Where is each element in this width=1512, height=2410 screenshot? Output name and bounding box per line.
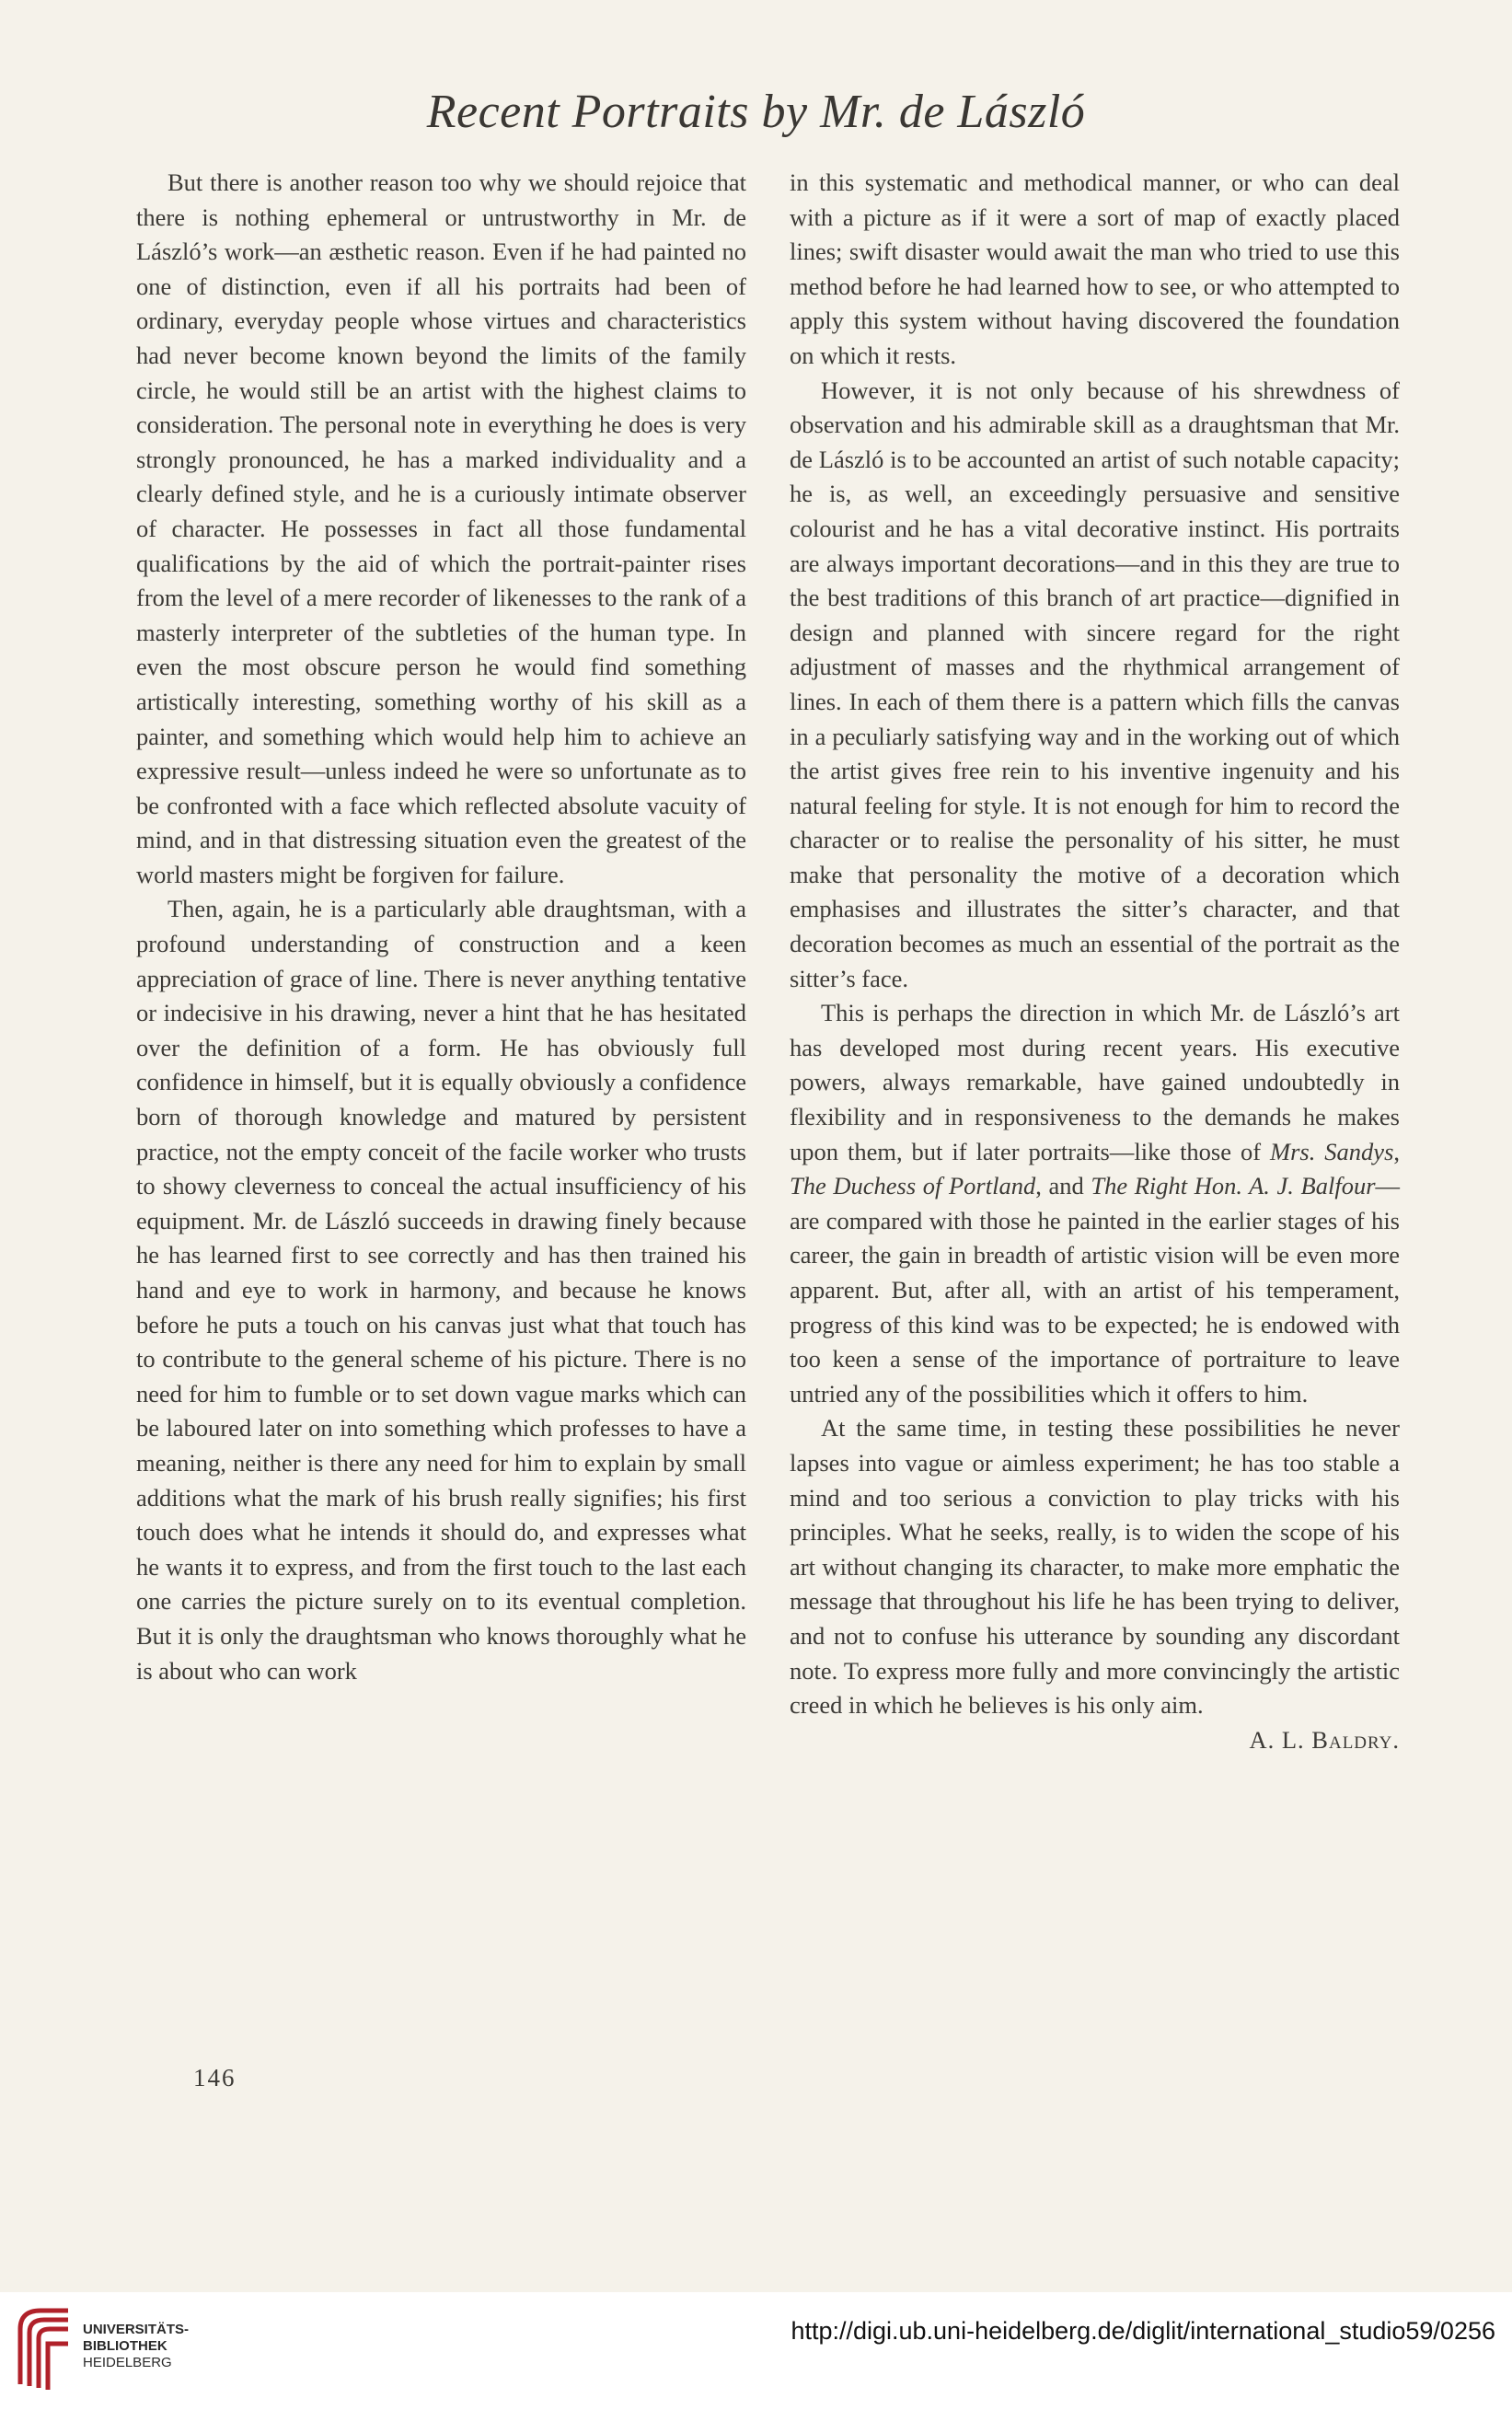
institution-line: UNIVERSITÄTS-: [83, 2322, 190, 2337]
institution-name: [83, 2322, 189, 2371]
source-url-link[interactable]: http://digi.ub.uni-heidelberg.de/diglit/international_studio59/0256: [791, 2317, 1495, 2345]
portrait-title: The Right Hon. A. J. Balfour: [1091, 1172, 1376, 1200]
left-column: [136, 166, 746, 1688]
paragraph-continuation: in this systematic and methodical manner, or who can deal with a picture as if it were a sort of map of exactly placed lines; swift disaster would await the man who tried to use this method before he had learned how to see, or who attempted to apply this system without having discovered the foundation on which it rests.: [790, 168, 1400, 369]
text-run: ,: [1393, 1137, 1401, 1165]
page-number: 146: [193, 2064, 237, 2091]
digitization-footer: [0, 2292, 1512, 2410]
text-run: , and: [1035, 1172, 1091, 1200]
paragraph: [790, 996, 1400, 1411]
running-title: Recent Portraits by Mr. de László: [426, 86, 1086, 138]
text-run: —are compared with those he painted in the earlier stages of his career, the gain in breadth of artistic vision will be even more apparent. But, after all, with an artist of his temperament, progress of this kind was to be expected; he is endowed with too keen a sense of the importance of portraiture to leave untried any of the possibilities which it offers to him.: [790, 1172, 1401, 1408]
institution-line: BIBLIOTHEK: [83, 2338, 167, 2354]
right-column: [790, 166, 1400, 1757]
paragraph: [790, 1411, 1400, 1757]
portrait-title: Mrs. Sandys: [1270, 1137, 1394, 1165]
paragraph: However, it is not only because of his shrewdness of observation and his admirable skill as a draughtsman that Mr. de László is to be accounted an artist of such notable capacity; he is, as well, an exceedingly persuasive and sensitive colourist and he has a vital decorative instinct. His portraits are always important decorations—and in this they are true to the best traditions of this branch of art practice—dignified in design and planned with sincere regard for the right adjustment of masses and the rhythmical arrangement of lines. In each of them there is a pattern which fills the canvas in a peculiarly satisfying way and in the working out of which the artist gives free rein to his inventive ingenuity and his natural feeling for style. It is not enough for him to record the character or to realise the personality of his sitter, he must make that personality the motive of a decoration which emphasises and illustrates the sitter’s character, and that decoration becomes as much an essential of the portrait as the sitter’s face.: [790, 376, 1400, 992]
author-signature: A. L. Baldry.: [1249, 1725, 1400, 1754]
paragraph: But there is another reason too why we should rejoice that there is nothing ephemeral or untrustworthy in Mr. de László’s work—an æsthetic reason. Even if he had painted no one of distinction, even if all his portraits had been of ordinary, everyday people whose virtues and characteristics had never become known beyond the limits of the family circle, he would still be an artist with the highest claims to consideration. The personal note in everything he does is very strongly pronounced, he has a marked individuality and a clearly defined style, and he is a curiously intimate observer of character. He possesses in fact all those fundamental qualifications by the aid of which the portrait-painter rises from the level of a mere recorder of likenesses to the rank of a masterly interpreter of the subtleties of the human type. In even the most obscure person he would find something artistically interesting, something worthy of his skill as a painter, and something which would help him to achieve an expressive result—unless indeed he were so unfortunate as to be confronted with a face which reflected absolute vacuity of mind, and in that distressing situation even the greatest of the world masters might be forgiven for failure.: [136, 168, 746, 888]
text-run: This is perhaps the direction in which Mr. de László’s art has developed most during recent years. His executive powers, always remarkable, have gained undoubtedly in flexibility and in responsiveness to the demands he makes upon them, but if later portraits—like those of: [790, 999, 1400, 1165]
ub-heidelberg-logo-icon: [13, 2301, 77, 2393]
paragraph: Then, again, he is a particularly able draughtsman, with a profound understanding of construction and a keen appreciation of grace of line. There is never anything tentative or indecisive in his drawing, never a hint that he has hesitated over the definition of a form. He has obviously full confidence in himself, but it is equally obviously a confidence born of thorough knowledge and matured by persistent practice, not the empty conceit of the facile worker who trusts to showy cleverness to conceal the actual insufficiency of his equipment. Mr. de László succeeds in drawing finely because he has learned first to see correctly and has then trained his hand and eye to work in harmony, and because he knows before he puts a touch on his canvas just what that touch has to contribute to the general scheme of his picture. There is no need for him to fumble or to set down vague marks which can be laboured later on into something which professes to have a meaning, neither is there any need for him to explain by small additions what the mark of his brush really signifies; his first touch does what he intends it should do, and expresses what he wants it to express, and from the first touch to the last each one carries the picture surely on to its eventual completion. But it is only the draughtsman who knows thoroughly what he is about who can work: [136, 895, 746, 1685]
institution-line: HEIDELBERG: [83, 2355, 172, 2370]
text-run: At the same time, in testing these possibilities he never lapses into vague or aimless experiment; he has too stable a mind and too serious a conviction to play tricks with his principles. What he seeks, really, is to widen the scope of his art without changing its character, to make more emphatic the message that throughout his life he has been trying to deliver, and not to confuse his utterance by sounding any discordant note. To express more fully and more convincingly the artistic creed in which he believes is his only aim.: [790, 1414, 1400, 1720]
portrait-title: The Duchess of Portland: [790, 1172, 1036, 1200]
